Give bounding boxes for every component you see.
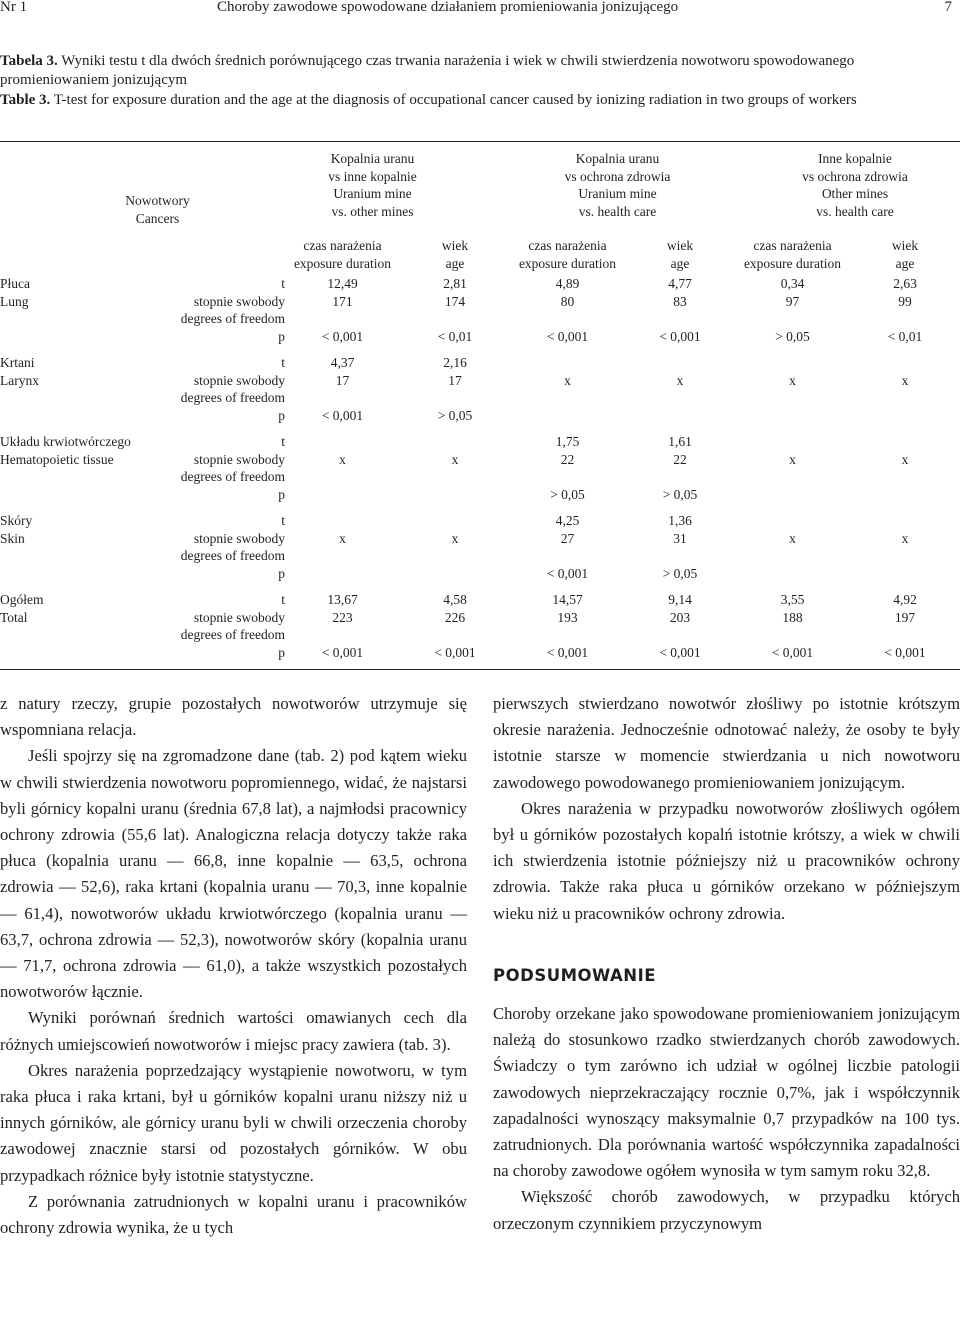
paragraph: z natury rzeczy, grupie pozostałych nowotworów utrzymuje się wspomniana relacja.	[0, 694, 467, 740]
stat-label: t	[281, 513, 285, 528]
row-gap	[0, 503, 960, 512]
table-cell: 2,63	[893, 276, 917, 291]
paragraph: Okres narażenia w przypadku nowotworów złośliwych ogółem był u górników pozostałych kopalń istotnie krótszy, a wiek w chwili ich stwierdzenia istotnie późniejszy niż u pracowników ochrony zdrowia. Także raka płuca u górników orzekano w późniejszym wieku niż u pracowników ochrony zdrowia.	[493, 798, 960, 923]
paragraph: Okres narażenia poprzedzający wystąpienie nowotworu, w tym raka płuca i raka krtani, był u górników kopalni uranu niższy niż u innych górników, ale górnicy uranu byli w chwili orzeczenia choroby zawodowej znacznie starsi od pozostałych górników. W obu przypadkach różnice były istotnie statystyczne.	[0, 1060, 467, 1185]
table-row	[0, 468, 960, 486]
sub-header-label: exposure duration	[518, 255, 617, 271]
table-cell: 3,55	[780, 592, 805, 607]
table-cell: 197	[894, 609, 916, 625]
table-cell: x	[451, 530, 459, 546]
stat-label: t	[281, 592, 285, 607]
table-caption-pl	[0, 52, 930, 90]
table-cell	[400, 468, 510, 486]
table-row	[0, 609, 960, 627]
paragraph: Choroby orzekane jako spowodowane promieniowaniem jonizującym należą do stosunkowo rzadko stwierdzanych chorób zawodowych. Świadczy o tym zarówno ich udział w ogólnej liczbie patologii zawodowych nieprzekraczający rocznie 0,7%, jak i współczynnik zapadalności wynoszący maksymalnie 0,7 przypadków na 100 tys. zatrudnionych. Dla porównania wartość współczynnika zapadalności na choroby zawodowe ogółem wynosiła w tym samym roku 32,8.	[493, 1004, 960, 1181]
table-cell	[735, 468, 850, 486]
sub-header-label: age	[670, 255, 690, 271]
table-cell: < 0,001	[546, 565, 589, 581]
sub-header-label: czas narażenia	[528, 238, 607, 253]
table-cell: < 0,001	[659, 328, 701, 344]
stat-label: p	[278, 407, 285, 423]
table-cell: x	[339, 451, 346, 467]
table-cell	[400, 626, 510, 644]
caption-label-pl: Tabela 3.	[0, 53, 58, 69]
sub-header-label: wiek	[891, 238, 919, 253]
table-cell: < 0,001	[321, 644, 364, 660]
table-cell: x	[901, 530, 909, 546]
table-cell	[510, 354, 625, 372]
table-cell	[850, 389, 960, 407]
table-row	[0, 433, 960, 451]
group-label: vs. health care	[578, 203, 657, 219]
row-gap	[0, 424, 960, 433]
sub-header-label: wiek	[666, 238, 694, 253]
table-row	[0, 389, 960, 407]
table-cell: < 0,01	[437, 328, 473, 344]
stat-label: t	[281, 434, 285, 449]
table-cell: 31	[673, 530, 687, 546]
table-cell: < 0,001	[546, 644, 589, 660]
paragraph: Wyniki porównań średnich wartości omawianych cech dla różnych umiejscowień nowotworów i miejsc pracy zawiera (tab. 3).	[0, 1008, 467, 1054]
table-cell: 1,61	[668, 434, 692, 449]
cancer-label	[0, 310, 165, 328]
group-label: Inne kopalnie	[818, 151, 892, 166]
table-cell	[510, 407, 625, 425]
sub-header-label: age	[895, 255, 915, 271]
group-label: Uranium mine	[333, 186, 412, 201]
row-header-pl: Nowotwory	[125, 193, 190, 208]
table-cell: > 0,05	[550, 486, 585, 502]
cancer-label	[0, 547, 165, 565]
table-cell	[625, 310, 735, 328]
table-cell: x	[789, 530, 796, 546]
table-cell	[625, 407, 735, 425]
table-cell: < 0,001	[434, 644, 476, 660]
cancer-label: Krtani	[0, 355, 35, 370]
group-label: vs. health care	[816, 203, 894, 219]
table-row	[0, 328, 960, 346]
table-bottom-rule	[0, 669, 960, 670]
results-table	[0, 150, 960, 661]
stat-label: p	[278, 486, 285, 502]
group-header-uranium-vs-health	[510, 150, 735, 227]
running-header	[0, 0, 960, 18]
table-cell: 83	[673, 293, 687, 309]
table-cell: 2,81	[443, 276, 467, 291]
table-cell: 99	[898, 293, 912, 309]
row-header-en: Cancers	[135, 210, 180, 226]
group-label: vs. other mines	[331, 203, 414, 219]
table-cell	[510, 310, 625, 328]
stat-label: degrees of freedom	[180, 390, 285, 405]
right-paragraphs-before	[493, 691, 960, 927]
table-cell: 0,34	[780, 276, 805, 291]
table-cell	[285, 433, 400, 451]
cancer-label	[0, 644, 165, 662]
sub-header-age	[625, 227, 735, 275]
sub-header-row	[0, 227, 960, 275]
sub-header-exposure	[735, 227, 850, 275]
table-cell	[735, 389, 850, 407]
cancer-label: Skóry	[0, 513, 33, 528]
table-caption-en	[0, 91, 930, 110]
journal-issue: Nr 1	[0, 0, 28, 15]
sub-header-age	[400, 227, 510, 275]
table-cell	[285, 310, 400, 328]
cancer-label: Układu krwiotwórczego	[0, 434, 131, 449]
table-cell	[735, 512, 850, 530]
stat-label: degrees of freedom	[180, 548, 285, 563]
page-number: 7	[944, 0, 952, 15]
cancer-label: Lung	[0, 293, 29, 309]
table-cell	[625, 389, 735, 407]
group-label: Kopalnia uranu	[330, 151, 415, 166]
sub-header-age	[850, 227, 960, 275]
table-cell	[850, 565, 960, 583]
table-cell: < 0,001	[321, 407, 364, 423]
cancer-label	[0, 328, 165, 346]
table-cell	[850, 468, 960, 486]
caption-text-pl: Wyniki testu t dla dwóch średnich porównującego czas trwania narażenia i wiek w chwili stwierdzenia nowotworu spowodowanego promieniowaniem jonizującym	[0, 53, 855, 88]
table-cell: 193	[557, 609, 578, 625]
sub-header-label: exposure duration	[293, 255, 392, 271]
sub-header-exposure	[510, 227, 625, 275]
table-cell: < 0,001	[771, 644, 814, 660]
table-row	[0, 565, 960, 583]
cancer-label: Płuca	[0, 276, 30, 291]
table-cell: 2,16	[443, 355, 467, 370]
table-cell: 97	[785, 293, 800, 309]
table-cell: x	[789, 451, 796, 467]
table-cell: 13,67	[327, 592, 358, 607]
group-label: vs inne kopalnie	[328, 168, 417, 184]
table-cell: 17	[335, 372, 350, 388]
table-cell: x	[901, 372, 909, 388]
sub-header-label: exposure duration	[743, 255, 842, 271]
group-header-row	[0, 150, 960, 227]
table-cell	[285, 486, 400, 504]
table-cell: 4,77	[668, 276, 692, 291]
row-gap	[0, 345, 960, 354]
table-cell	[285, 389, 400, 407]
table-cell: 17	[448, 372, 462, 388]
caption-text-en: T-test for exposure duration and the age at the diagnosis of occupational cancer caused by ionizing radiation in two groups of workers	[53, 92, 857, 108]
stat-label: stopnie swobody	[193, 609, 285, 625]
cancer-label	[0, 565, 165, 583]
table-cell	[510, 389, 625, 407]
table-cell: 4,37	[330, 355, 355, 370]
group-label: Uranium mine	[578, 186, 657, 201]
table-cell	[510, 626, 625, 644]
table-cell: x	[339, 530, 346, 546]
table-row	[0, 530, 960, 548]
row-gap	[0, 582, 960, 591]
table-cell: 171	[332, 293, 353, 309]
cancer-label	[0, 626, 165, 644]
table-cell	[850, 626, 960, 644]
sub-header-label: czas narażenia	[303, 238, 382, 253]
cancer-label	[0, 389, 165, 407]
section-heading-summary: PODSUMOWANIE	[493, 965, 656, 985]
table-cell: < 0,001	[546, 328, 589, 344]
table-row	[0, 486, 960, 504]
stat-label: degrees of freedom	[180, 627, 285, 642]
stat-label: t	[281, 276, 285, 291]
table-cell	[400, 512, 510, 530]
paragraph: Z porównania zatrudnionych w kopalni uranu i pracowników ochrony zdrowia wynika, że u tych	[0, 1191, 467, 1238]
caption-label-en: Table 3.	[0, 92, 51, 108]
table-cell	[850, 407, 960, 425]
group-label: Other mines	[821, 186, 889, 201]
table-body	[0, 275, 960, 661]
group-label: vs ochrona zdrowia	[564, 168, 671, 184]
table-cell	[400, 433, 510, 451]
table-cell	[510, 547, 625, 565]
table-cell	[735, 354, 850, 372]
table-cell	[285, 626, 400, 644]
left-text-column	[0, 691, 467, 1241]
cancer-label: Ogółem	[0, 592, 44, 607]
group-header-other-vs-health	[735, 150, 960, 227]
table-cell	[850, 547, 960, 565]
table-cell: 80	[560, 293, 575, 309]
cancer-label: Total	[0, 609, 28, 625]
table-cell	[850, 512, 960, 530]
sub-header-label: age	[445, 255, 465, 271]
table-cell	[735, 565, 850, 583]
table-cell	[400, 547, 510, 565]
row-header-cell	[0, 150, 285, 227]
table-cell	[510, 468, 625, 486]
table-cell: < 0,001	[321, 328, 364, 344]
table-cell: 1,36	[668, 513, 692, 528]
right-text-column	[493, 691, 960, 1237]
table-cell: x	[564, 372, 571, 388]
table-row	[0, 354, 960, 372]
table-cell: 14,57	[552, 592, 583, 607]
table-cell: > 0,05	[662, 565, 698, 581]
table-cell	[850, 354, 960, 372]
stat-label: stopnie swobody	[193, 372, 285, 388]
table-cell	[735, 407, 850, 425]
table-cell: 4,25	[555, 513, 580, 528]
table-cell: x	[901, 451, 909, 467]
paragraph: pierwszych stwierdzano nowotwór złośliwy po istotnie krótszym okresie narażenia. Jednocześnie odnotować należy, że osoby te były istotnie starsze w momencie stwierdzania u nich nowotworu zawodowego powodowanego promieniowaniem jonizującym.	[493, 694, 960, 792]
stat-label: p	[278, 565, 285, 581]
stat-label: p	[278, 644, 285, 660]
table-cell	[400, 486, 510, 504]
table-cell	[735, 433, 850, 451]
table-cell	[400, 310, 510, 328]
cancer-label: Hematopoietic tissue	[0, 451, 114, 467]
table-cell: 12,49	[327, 276, 358, 291]
table-cell: 188	[782, 609, 803, 625]
cancer-label	[0, 486, 165, 504]
table-cell	[285, 547, 400, 565]
group-label: Kopalnia uranu	[575, 151, 660, 166]
table-row	[0, 591, 960, 609]
table-cell: 4,58	[443, 592, 467, 607]
table-cell	[625, 354, 735, 372]
table-cell: 203	[669, 609, 691, 625]
table-row	[0, 275, 960, 293]
sub-header-label: czas narażenia	[753, 238, 832, 253]
cancer-label: Larynx	[0, 372, 39, 388]
table-row	[0, 512, 960, 530]
table-cell	[285, 468, 400, 486]
table-cell	[735, 626, 850, 644]
group-label: vs ochrona zdrowia	[802, 168, 908, 184]
table-cell	[735, 310, 850, 328]
sub-header-exposure	[285, 227, 400, 275]
table-cell	[400, 565, 510, 583]
table-cell: < 0,001	[659, 644, 701, 660]
table-cell: 226	[444, 609, 466, 625]
table-cell: x	[451, 451, 459, 467]
paragraph: Większość chorób zawodowych, w przypadku których orzeczonym czynnikiem przyczynowym	[493, 1187, 960, 1233]
stat-label: degrees of freedom	[180, 469, 285, 484]
table-row	[0, 626, 960, 644]
table-cell: 223	[332, 609, 353, 625]
table-cell	[625, 468, 735, 486]
table-cell	[735, 547, 850, 565]
table-cell: 22	[673, 451, 687, 467]
table-cell	[850, 486, 960, 504]
table-row	[0, 644, 960, 662]
table-cell: 4,89	[555, 276, 580, 291]
table-cell: < 0,001	[884, 644, 926, 660]
stat-label: degrees of freedom	[180, 311, 285, 326]
cancer-label	[0, 407, 165, 425]
group-header-uranium-vs-other	[285, 150, 510, 227]
table-row	[0, 372, 960, 390]
table-cell: > 0,05	[662, 486, 698, 502]
table-cell: x	[789, 372, 796, 388]
stat-label: stopnie swobody	[193, 293, 285, 309]
table-row	[0, 310, 960, 328]
stat-label: stopnie swobody	[193, 530, 285, 546]
table-row	[0, 293, 960, 311]
table-cell: 27	[560, 530, 575, 546]
table-row	[0, 407, 960, 425]
table-row	[0, 547, 960, 565]
table-cell	[625, 626, 735, 644]
table-cell: 1,75	[555, 434, 580, 449]
table-cell: 22	[560, 451, 575, 467]
stat-label: t	[281, 355, 285, 370]
right-paragraphs-after	[493, 1001, 960, 1237]
sub-header-label: wiek	[441, 238, 469, 253]
running-title: Choroby zawodowe spowodowane działaniem promieniowania jonizującego	[217, 0, 679, 15]
table-cell: x	[676, 372, 684, 388]
table-cell	[735, 486, 850, 504]
table-cell: 4,92	[893, 592, 917, 607]
table-top-rule	[0, 141, 960, 142]
stat-label: p	[278, 328, 285, 344]
table-cell	[285, 565, 400, 583]
table-cell: > 0,05	[437, 407, 473, 423]
table-row	[0, 451, 960, 469]
table-cell	[400, 389, 510, 407]
table-cell	[850, 433, 960, 451]
table-cell	[285, 512, 400, 530]
cancer-label	[0, 468, 165, 486]
table-cell	[850, 310, 960, 328]
stat-label: stopnie swobody	[193, 451, 285, 467]
table-cell: < 0,01	[887, 328, 923, 344]
table-cell: 174	[444, 293, 466, 309]
table-cell: > 0,05	[775, 328, 810, 344]
paragraph: Jeśli spojrzy się na zgromadzone dane (tab. 2) pod kątem wieku w chwili stwierdzenia nowotworu popromiennego, widać, że najstarsi byli górnicy kopalni uranu (średnia 67,8 lat), a najmłodsi pracownicy ochrony zdrowia (55,6 lat). Analogiczna relacja dotyczy także raka płuca (kopalnia uranu — 66,8, inne kopalnie — 63,5, ochrona zdrowia — 52,6), raka krtani (kopalnia uranu — 70,3, inne kopalnie — 61,4), nowotworów układu krwiotwórczego (kopalnia uranu — 63,7, ochrona zdrowia — 52,3), nowotworów skóry (kopalnia uranu — 71,7, ochrona zdrowia — 61,0), a także wszystkich pozostałych nowotworów łącznie.	[0, 746, 467, 1002]
cancer-label: Skin	[0, 530, 25, 546]
table-cell: 9,14	[668, 592, 692, 607]
table-cell	[625, 547, 735, 565]
